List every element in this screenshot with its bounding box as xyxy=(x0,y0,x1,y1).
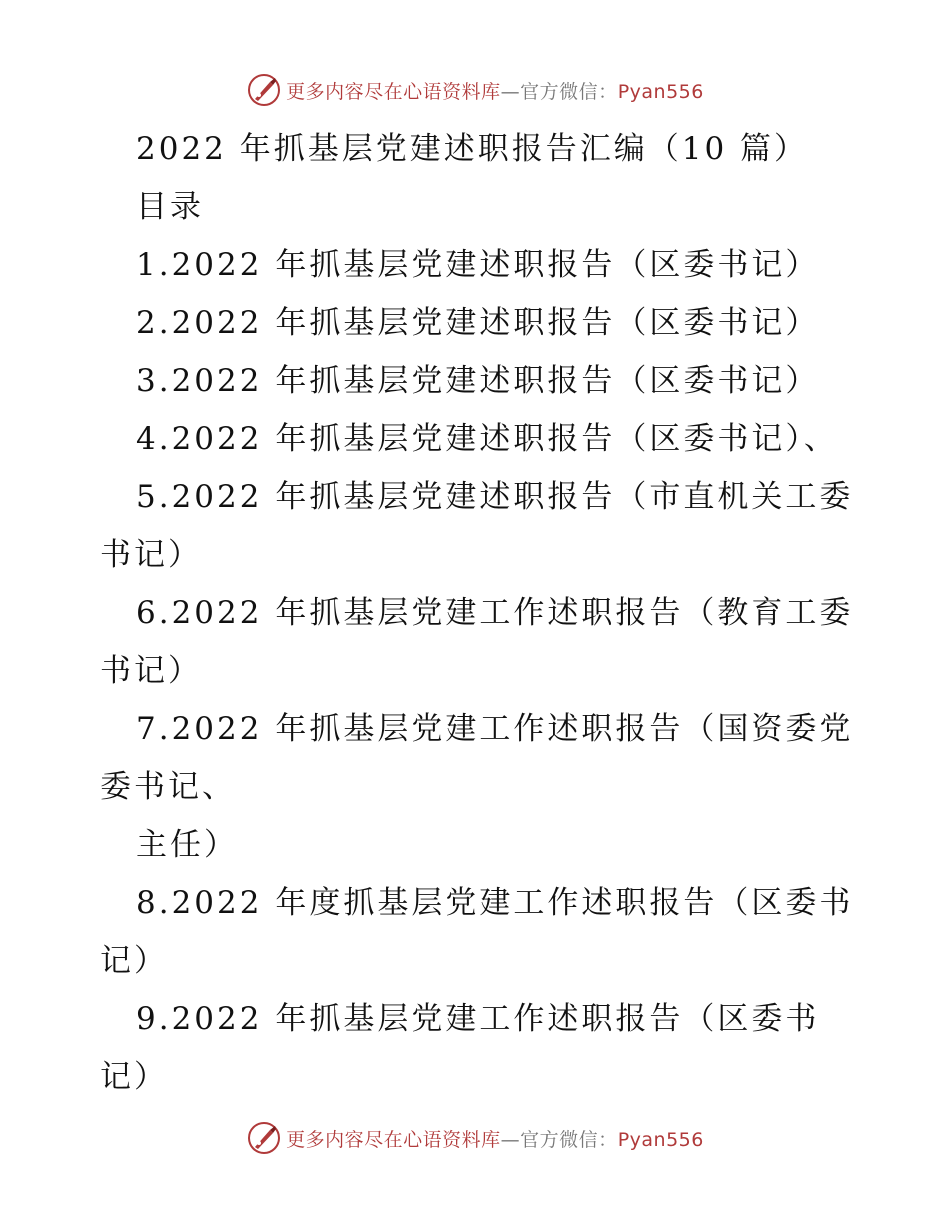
watermark-brand: 更多内容尽在心语资料库 xyxy=(286,1128,501,1151)
toc-line-continuation: 书记） xyxy=(100,653,202,689)
toc-line: 6.2022 年抓基层党建工作述职报告（教育工委 xyxy=(136,595,854,631)
footer-watermark xyxy=(0,1118,950,1158)
watermark-account: Pyan556 xyxy=(617,1128,704,1151)
toc-line-continuation: 委书记、 xyxy=(100,769,236,805)
toc-line-continuation: 主任） xyxy=(136,827,238,863)
toc-heading: 目录 xyxy=(136,189,204,225)
toc-line: 7.2022 年抓基层党建工作述职报告（国资委党 xyxy=(136,711,854,747)
toc-line-continuation: 书记） xyxy=(100,537,202,573)
quill-pen-logo-icon xyxy=(246,72,282,108)
toc-line-continuation: 记） xyxy=(100,1059,168,1095)
watermark-text xyxy=(286,77,704,104)
toc-line: 1.2022 年抓基层党建述职报告（区委书记） xyxy=(136,247,820,283)
quill-pen-logo-icon xyxy=(246,1120,282,1156)
toc-line: 3.2022 年抓基层党建述职报告（区委书记） xyxy=(136,363,820,399)
toc-line: 2.2022 年抓基层党建述职报告（区委书记） xyxy=(136,305,820,341)
toc-line: 9.2022 年抓基层党建工作述职报告（区委书 xyxy=(136,1001,820,1037)
toc-line: 4.2022 年抓基层党建述职报告（区委书记）、 xyxy=(136,421,838,457)
toc-line-continuation: 记） xyxy=(100,943,168,979)
watermark-separator: —官方微信： xyxy=(500,80,618,103)
document-title: 2022 年抓基层党建述职报告汇编（10 篇） xyxy=(136,131,809,167)
watermark-brand: 更多内容尽在心语资料库 xyxy=(286,80,501,103)
toc-line: 8.2022 年度抓基层党建工作述职报告（区委书 xyxy=(136,885,854,921)
document-body xyxy=(100,120,854,1106)
watermark-separator: —官方微信： xyxy=(500,1128,618,1151)
watermark-text xyxy=(286,1125,704,1152)
watermark-account: Pyan556 xyxy=(617,80,704,103)
header-watermark xyxy=(0,70,950,110)
toc-line: 5.2022 年抓基层党建述职报告（市直机关工委 xyxy=(136,479,854,515)
